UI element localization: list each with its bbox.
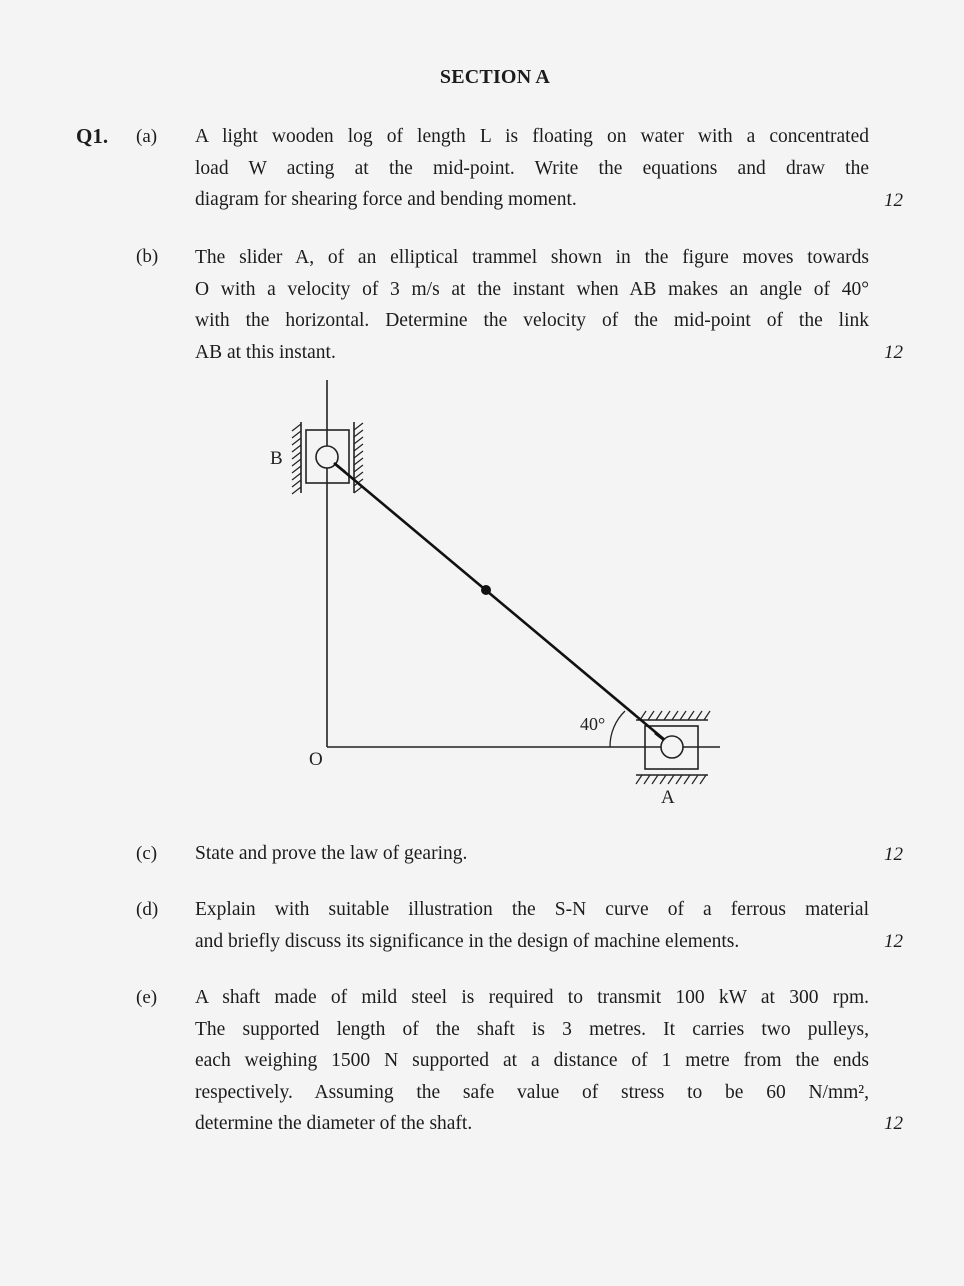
angle-arc: [610, 711, 625, 747]
link-ab: [334, 463, 666, 741]
part-e-marks: 12: [884, 1113, 903, 1134]
part-d-line: and briefly discuss its significance in the design of machine elements.: [195, 930, 740, 952]
part-e-label: (e): [136, 987, 158, 1008]
angle-label: 40°: [580, 714, 606, 734]
part-a-line: load W acting at the mid-point. Write the equations and draw the: [195, 157, 869, 179]
part-c-label: (c): [136, 843, 158, 864]
label-o: O: [309, 749, 323, 770]
part-b-line: AB at this instant.: [195, 341, 336, 363]
question-number: Q1.: [76, 124, 109, 148]
part-e-text: [195, 982, 869, 1140]
part-e-line: The supported length of the shaft is 3 metres. It carries two pulleys,: [195, 1018, 869, 1040]
part-d-text: [195, 894, 869, 957]
part-a-marks: 12: [884, 190, 903, 211]
part-a-label: (a): [136, 126, 158, 147]
part-c-text: [195, 838, 869, 870]
part-b-line: O with a velocity of 3 m/s at the instant when AB makes an angle of 40°: [195, 278, 869, 300]
part-a-line: A light wooden log of length L is floating on water with a concentrated: [195, 126, 869, 147]
part-c-marks: 12: [884, 844, 903, 865]
part-d-line: Explain with suitable illustration the S-N curve of a ferrous material: [195, 899, 869, 920]
label-a: A: [661, 787, 675, 808]
midpoint-dot: [481, 585, 491, 595]
part-d-marks: 12: [884, 931, 903, 952]
part-b-line: with the horizontal. Determine the velocity of the mid-point of the link: [195, 310, 869, 331]
part-a-line: diagram for shearing force and bending moment.: [195, 189, 577, 210]
part-b-label: (b): [136, 246, 159, 267]
part-e-line: A shaft made of mild steel is required to transmit 100 kW at 300 rpm.: [195, 987, 869, 1008]
part-b-marks: 12: [884, 342, 903, 363]
part-b-line: The slider A, of an elliptical trammel shown in the figure moves towards: [195, 247, 869, 268]
part-e-line: respectively. Assuming the safe value of stress to be 60 N/mm²,: [195, 1081, 869, 1103]
part-e-line: each weighing 1500 N supported at a distance of 1 metre from the ends: [195, 1050, 869, 1071]
part-e-line: determine the diameter of the shaft.: [195, 1113, 473, 1134]
section-title: SECTION A: [439, 66, 551, 88]
part-c-line: State and prove the law of gearing.: [195, 843, 468, 864]
part-d-label: (d): [136, 899, 159, 920]
label-b: B: [270, 448, 283, 469]
